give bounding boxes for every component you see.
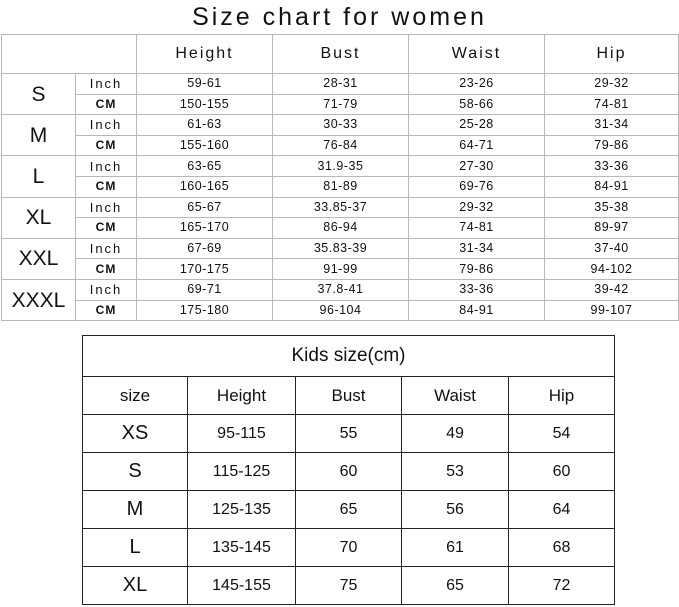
table-cell: 84-91 — [409, 300, 545, 321]
table-row — [2, 300, 679, 321]
table-cell: 76-84 — [273, 135, 409, 156]
size-label: XS — [83, 415, 188, 453]
table-cell: 55 — [296, 415, 402, 453]
table-cell: 160-165 — [137, 176, 273, 197]
table-cell: 61 — [402, 529, 509, 567]
women-size-chart — [1, 0, 678, 329]
women-size-table — [1, 34, 679, 321]
table-cell: 25-28 — [409, 115, 545, 136]
table-row — [2, 197, 679, 218]
table-cell: 79-86 — [545, 135, 679, 156]
kids-header-size: size — [83, 377, 188, 415]
table-cell: 65 — [296, 491, 402, 529]
table-cell: 29-32 — [545, 74, 679, 95]
women-header-corner — [2, 35, 137, 74]
table-cell: 35.83-39 — [273, 238, 409, 259]
size-label: L — [83, 529, 188, 567]
table-cell: 31.9-35 — [273, 156, 409, 177]
table-cell: 74-81 — [409, 218, 545, 239]
table-row — [83, 491, 615, 529]
table-cell: 165-170 — [137, 218, 273, 239]
table-cell: 23-26 — [409, 74, 545, 95]
table-row — [83, 529, 615, 567]
table-cell: 75 — [296, 567, 402, 605]
table-cell: 28-31 — [273, 74, 409, 95]
table-cell: 37-40 — [545, 238, 679, 259]
table-cell: 64-71 — [409, 135, 545, 156]
table-cell: 63-65 — [137, 156, 273, 177]
table-cell: 61-63 — [137, 115, 273, 136]
women-chart-title: Size chart for women — [192, 3, 487, 31]
table-cell: 33.85-37 — [273, 197, 409, 218]
table-cell: 65 — [402, 567, 509, 605]
table-cell: 175-180 — [137, 300, 273, 321]
table-row — [83, 567, 615, 605]
kids-header-height: Height — [188, 377, 296, 415]
women-header-bust: Bust — [273, 35, 409, 74]
unit-cm: CM — [76, 300, 137, 321]
table-cell: 71-79 — [273, 94, 409, 115]
table-row — [2, 176, 679, 197]
unit-inch: Inch — [76, 197, 137, 218]
table-cell: 67-69 — [137, 238, 273, 259]
table-cell: 89-97 — [545, 218, 679, 239]
table-cell: 81-89 — [273, 176, 409, 197]
table-cell: 95-115 — [188, 415, 296, 453]
table-cell: 37.8-41 — [273, 279, 409, 300]
size-label: XL — [83, 567, 188, 605]
unit-inch: Inch — [76, 115, 137, 136]
table-cell: 60 — [509, 453, 615, 491]
table-cell: 64 — [509, 491, 615, 529]
table-cell: 53 — [402, 453, 509, 491]
unit-inch: Inch — [76, 238, 137, 259]
unit-inch: Inch — [76, 279, 137, 300]
unit-cm: CM — [76, 218, 137, 239]
table-cell: 30-33 — [273, 115, 409, 136]
size-label: M — [2, 115, 76, 156]
table-cell: 145-155 — [188, 567, 296, 605]
women-header-hip: Hip — [545, 35, 679, 74]
kids-header-bust: Bust — [296, 377, 402, 415]
table-row — [2, 115, 679, 136]
table-cell: 125-135 — [188, 491, 296, 529]
table-cell: 135-145 — [188, 529, 296, 567]
table-cell: 27-30 — [409, 156, 545, 177]
table-row — [2, 135, 679, 156]
unit-inch: Inch — [76, 156, 137, 177]
table-cell: 86-94 — [273, 218, 409, 239]
table-cell: 60 — [296, 453, 402, 491]
table-cell: 115-125 — [188, 453, 296, 491]
unit-cm: CM — [76, 176, 137, 197]
kids-size-chart — [82, 335, 614, 601]
table-cell: 96-104 — [273, 300, 409, 321]
size-label: S — [2, 74, 76, 115]
table-cell: 29-32 — [409, 197, 545, 218]
table-cell: 54 — [509, 415, 615, 453]
kids-size-table — [82, 335, 615, 605]
table-cell: 84-91 — [545, 176, 679, 197]
table-cell: 91-99 — [273, 259, 409, 280]
table-cell: 39-42 — [545, 279, 679, 300]
unit-cm: CM — [76, 135, 137, 156]
table-cell: 58-66 — [409, 94, 545, 115]
table-cell: 49 — [402, 415, 509, 453]
table-cell: 170-175 — [137, 259, 273, 280]
table-row — [2, 279, 679, 300]
size-label: L — [2, 156, 76, 197]
size-label: M — [83, 491, 188, 529]
table-cell: 65-67 — [137, 197, 273, 218]
table-cell: 35-38 — [545, 197, 679, 218]
kids-header-row — [83, 377, 615, 415]
table-row — [2, 74, 679, 95]
table-cell: 69-71 — [137, 279, 273, 300]
table-row — [2, 259, 679, 280]
table-cell: 69-76 — [409, 176, 545, 197]
kids-header-waist: Waist — [402, 377, 509, 415]
table-cell: 33-36 — [409, 279, 545, 300]
size-label: XXXL — [2, 279, 76, 320]
table-row — [2, 156, 679, 177]
table-cell: 72 — [509, 567, 615, 605]
size-label: XL — [2, 197, 76, 238]
women-header-waist: Waist — [409, 35, 545, 74]
table-cell: 56 — [402, 491, 509, 529]
table-cell: 59-61 — [137, 74, 273, 95]
women-header-height: Height — [137, 35, 273, 74]
table-cell: 68 — [509, 529, 615, 567]
table-cell: 94-102 — [545, 259, 679, 280]
table-cell: 31-34 — [545, 115, 679, 136]
size-label: S — [83, 453, 188, 491]
table-cell: 79-86 — [409, 259, 545, 280]
table-cell: 99-107 — [545, 300, 679, 321]
table-cell: 70 — [296, 529, 402, 567]
kids-header-hip: Hip — [509, 377, 615, 415]
women-header-row — [2, 35, 679, 74]
table-row — [2, 238, 679, 259]
table-row — [2, 94, 679, 115]
table-row — [83, 415, 615, 453]
kids-chart-title: Kids size(cm) — [83, 336, 615, 377]
unit-cm: CM — [76, 94, 137, 115]
table-cell: 31-34 — [409, 238, 545, 259]
size-label: XXL — [2, 238, 76, 279]
table-row — [2, 218, 679, 239]
table-cell: 74-81 — [545, 94, 679, 115]
table-cell: 155-160 — [137, 135, 273, 156]
table-cell: 150-155 — [137, 94, 273, 115]
unit-cm: CM — [76, 259, 137, 280]
unit-inch: Inch — [76, 74, 137, 95]
table-row — [83, 453, 615, 491]
table-cell: 33-36 — [545, 156, 679, 177]
